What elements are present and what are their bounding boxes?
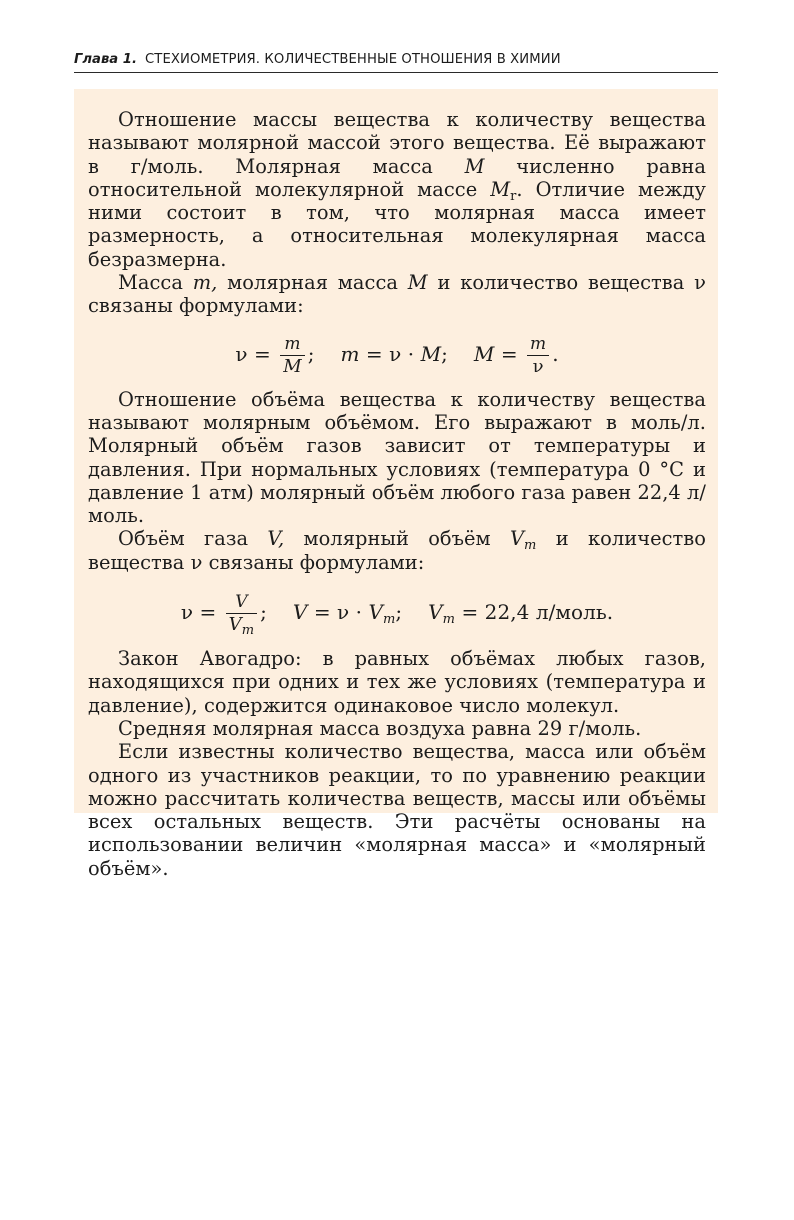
- formula-molar-mass: ν = $\frac{m}{M}$ ; m = ν · M; M = $\frac{m}{\nu}$ .: [235, 333, 559, 377]
- paragraph-molar-mass: Отношение массы вещества к количеству вещества называют молярной массой этого вещества. Её выражают в г/моль. Молярная масса M численно равна относительной молекулярной массе $M_r$. Отличие между ними состоит в том, что молярная масса имеет размерность, а относительная молекулярная масса безразмерна.: [88, 108, 706, 271]
- var-Vm: V: [509, 527, 525, 551]
- chapter-label: Глава 1.: [74, 52, 137, 67]
- paragraph-volume-formulas-intro: Объём газа V, молярный объём $V_m$ и количество вещества ν связаны формулами:: [88, 527, 706, 574]
- fraction-m-over-nu: $\frac{m}{\nu}$: [527, 333, 549, 378]
- var-V: V,: [267, 527, 285, 551]
- sub-r: r: [510, 188, 517, 204]
- chapter-title: СТЕХИОМЕТРИЯ. КОЛИЧЕСТВЕННЫЕ ОТНОШЕНИЯ В ХИМИИ: [144, 52, 561, 67]
- var-m: m,: [192, 271, 218, 295]
- paragraph-mass-formulas-intro: Масса m, молярная масса M и количество вещества ν связаны формулами:: [88, 271, 706, 318]
- fraction-m-over-M: $\frac{m}{M}$: [280, 333, 304, 378]
- text-body: [88, 108, 706, 880]
- paragraph-avogadro-law: Закон Авогадро: в равных объёмах любых газов, находящихся при одних и тех же условиях (температура и давление), содержится одинаковое число молекул.: [88, 647, 706, 717]
- var-M: M: [407, 271, 428, 295]
- sub-m: m: [524, 538, 537, 554]
- formula-molar-volume: ν = $\frac{V}{V_m}$ ; $V = \nu \cdot V_m$; $V_m = 22,4$ л/моль.: [180, 592, 614, 639]
- var-M: M: [464, 154, 485, 178]
- var-Mr: M: [490, 177, 511, 201]
- paragraph-air-molar-mass: Средняя молярная масса воздуха равна 29 г/моль.: [118, 716, 642, 740]
- paragraph-reaction-calculations: Если известны количество вещества, масса или объём одного из участников реакции, то по уравнению реакции можно рассчитать количества веществ, массы или объёмы всех остальных веществ. Эти расчёты основаны на использовании величин «молярная масса» и «молярный объём».: [88, 740, 706, 880]
- running-header: [74, 50, 718, 73]
- paragraph-molar-volume: Отношение объёма вещества к количеству вещества называют молярным объёмом. Его выражают в моль/л. Молярный объём газов зависит от температуры и давления. При нормальных условиях (температура 0 °С и давление 1 атм) молярный объём любого газа равен 22,4 л/моль.: [88, 387, 706, 528]
- fraction-V-over-Vm: $\frac{V}{V_m}$: [226, 591, 257, 636]
